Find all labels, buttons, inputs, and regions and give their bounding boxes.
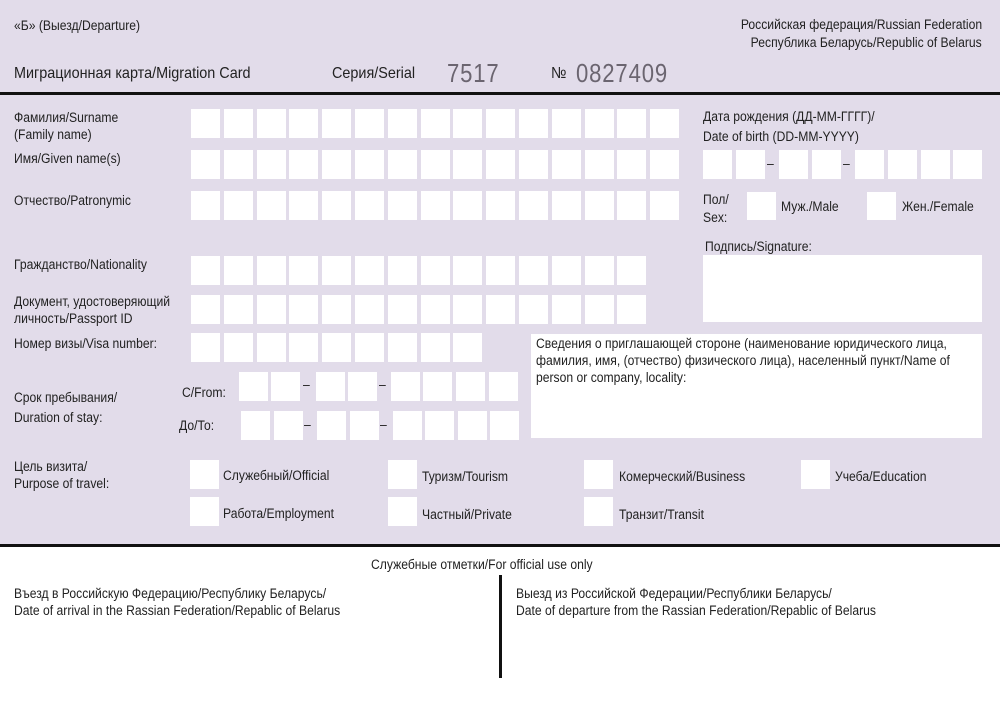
- surname-box-12[interactable]: [552, 109, 581, 138]
- visa-box-2[interactable]: [224, 333, 253, 362]
- serial-label: Серия/Serial: [332, 65, 416, 82]
- passport-box-13[interactable]: [585, 295, 614, 324]
- stay-label-1: Срок пребывания/: [14, 390, 118, 405]
- male-label: Муж./Male: [781, 199, 839, 214]
- departure-label: «Б» (Выезд/Departure): [14, 18, 141, 33]
- given-name-box-14[interactable]: [617, 150, 646, 179]
- employment-checkbox[interactable]: [190, 497, 219, 526]
- patronymic-box-3[interactable]: [257, 191, 286, 220]
- departure-label-2: Date of departure from the Rassian Federation/Repablic of Belarus: [516, 603, 876, 618]
- official-checkbox[interactable]: [190, 460, 219, 489]
- passport-box-8[interactable]: [421, 295, 450, 324]
- female-checkbox[interactable]: [867, 192, 896, 220]
- patronymic-box-10[interactable]: [486, 191, 515, 220]
- from-label: С/From:: [182, 385, 226, 400]
- from-date-box-3[interactable]: [316, 372, 345, 401]
- dob-box-1[interactable]: [703, 150, 732, 179]
- given-name-label: Имя/Given name(s): [14, 151, 121, 166]
- passport-box-7[interactable]: [388, 295, 417, 324]
- passport-box-10[interactable]: [486, 295, 515, 324]
- female-label: Жен./Female: [902, 199, 974, 214]
- dob-box-7[interactable]: [921, 150, 950, 179]
- surname-box-13[interactable]: [585, 109, 614, 138]
- patronymic-box-8[interactable]: [421, 191, 450, 220]
- patronymic-box-5[interactable]: [322, 191, 351, 220]
- transit-checkbox[interactable]: [584, 497, 613, 526]
- given-name-box-1[interactable]: [191, 150, 220, 179]
- nationality-box-5[interactable]: [322, 256, 351, 285]
- surname-box-15[interactable]: [650, 109, 679, 138]
- visa-box-8[interactable]: [421, 333, 450, 362]
- given-name-box-6[interactable]: [355, 150, 384, 179]
- transit-label: Транзит/Transit: [619, 507, 704, 522]
- patronymic-box-6[interactable]: [355, 191, 384, 220]
- from-date-box-5[interactable]: [391, 372, 420, 401]
- patronymic-box-7[interactable]: [388, 191, 417, 220]
- from-date-box-1[interactable]: [239, 372, 268, 401]
- dob-box-8[interactable]: [953, 150, 982, 179]
- sex-label-2: Sex:: [703, 210, 728, 225]
- surname-box-3[interactable]: [257, 109, 286, 138]
- visa-box-1[interactable]: [191, 333, 220, 362]
- dob-box-3[interactable]: [779, 150, 808, 179]
- passport-box-5[interactable]: [322, 295, 351, 324]
- host-info-box[interactable]: [531, 334, 982, 438]
- nationality-box-2[interactable]: [224, 256, 253, 285]
- given-name-box-4[interactable]: [289, 150, 318, 179]
- official-label: Служебный/Official: [223, 468, 330, 483]
- to-dash-2: –: [380, 417, 387, 432]
- patronymic-box-12[interactable]: [552, 191, 581, 220]
- surname-box-2[interactable]: [224, 109, 253, 138]
- surname-label-1: Фамилия/Surname: [14, 110, 119, 125]
- dob-box-6[interactable]: [888, 150, 917, 179]
- dob-box-4[interactable]: [812, 150, 841, 179]
- patronymic-box-4[interactable]: [289, 191, 318, 220]
- host-info-label: Сведения о приглашающей стороне (наименование юридического лица, фамилия, имя, (отчество) физического лица), населенный пункт/Name of person or company, locality:: [536, 336, 950, 385]
- patronymic-box-13[interactable]: [585, 191, 614, 220]
- to-date-box-8[interactable]: [490, 411, 519, 440]
- official-column-divider: [499, 575, 502, 678]
- visa-box-7[interactable]: [388, 333, 417, 362]
- from-date-box-6[interactable]: [423, 372, 452, 401]
- passport-box-2[interactable]: [224, 295, 253, 324]
- visa-box-3[interactable]: [257, 333, 286, 362]
- dob-label-1: Дата рождения (ДД-ММ-ГГГГ)/: [703, 109, 875, 124]
- dob-box-2[interactable]: [736, 150, 765, 179]
- passport-box-12[interactable]: [552, 295, 581, 324]
- nationality-box-7[interactable]: [388, 256, 417, 285]
- given-name-box-7[interactable]: [388, 150, 417, 179]
- nationality-box-9[interactable]: [453, 256, 482, 285]
- to-date-box-4[interactable]: [350, 411, 379, 440]
- business-checkbox[interactable]: [584, 460, 613, 489]
- number-label: №: [551, 65, 567, 82]
- visa-box-5[interactable]: [322, 333, 351, 362]
- to-date-box-2[interactable]: [274, 411, 303, 440]
- surname-box-14[interactable]: [617, 109, 646, 138]
- given-name-box-10[interactable]: [486, 150, 515, 179]
- passport-label-1: Документ, удостоверяющий: [14, 294, 171, 309]
- visa-box-4[interactable]: [289, 333, 318, 362]
- education-checkbox[interactable]: [801, 460, 830, 489]
- country-line-1: Российская федерация/Russian Federation: [740, 17, 982, 32]
- patronymic-box-2[interactable]: [224, 191, 253, 220]
- from-date-box-2[interactable]: [271, 372, 300, 401]
- given-name-box-15[interactable]: [650, 150, 679, 179]
- surname-box-6[interactable]: [355, 109, 384, 138]
- country-line-2: Республика Беларусь/Republic of Belarus: [750, 35, 982, 50]
- to-date-box-3[interactable]: [317, 411, 346, 440]
- surname-box-11[interactable]: [519, 109, 548, 138]
- patronymic-box-15[interactable]: [650, 191, 679, 220]
- surname-box-5[interactable]: [322, 109, 351, 138]
- nationality-box-12[interactable]: [552, 256, 581, 285]
- from-date-box-7[interactable]: [456, 372, 485, 401]
- passport-box-3[interactable]: [257, 295, 286, 324]
- passport-box-14[interactable]: [617, 295, 646, 324]
- given-name-box-5[interactable]: [322, 150, 351, 179]
- stay-label-2: Duration of stay:: [14, 410, 103, 425]
- to-date-box-6[interactable]: [425, 411, 454, 440]
- arrival-label-2: Date of arrival in the Rassian Federation/Repablic of Belarus: [14, 603, 341, 618]
- given-name-box-3[interactable]: [257, 150, 286, 179]
- patronymic-box-14[interactable]: [617, 191, 646, 220]
- signature-label: Подпись/Signature:: [705, 239, 812, 254]
- visa-box-6[interactable]: [355, 333, 384, 362]
- purpose-label-2: Purpose of travel:: [14, 476, 110, 491]
- surname-box-10[interactable]: [486, 109, 515, 138]
- patronymic-label: Отчество/Patronymic: [14, 193, 131, 208]
- dob-dash-1: –: [767, 156, 774, 171]
- education-label: Учеба/Education: [835, 469, 927, 484]
- private-checkbox[interactable]: [388, 497, 417, 526]
- from-date-box-8[interactable]: [489, 372, 518, 401]
- surname-box-1[interactable]: [191, 109, 220, 138]
- arrival-label-1: Въезд в Российскую Федерацию/Республику Беларусь/: [14, 586, 327, 601]
- official-divider: [0, 544, 1000, 547]
- to-date-box-7[interactable]: [458, 411, 487, 440]
- passport-box-6[interactable]: [355, 295, 384, 324]
- patronymic-box-1[interactable]: [191, 191, 220, 220]
- header-divider: [0, 92, 1000, 95]
- dob-label-2: Date of birth (DD-MM-YYYY): [703, 129, 859, 144]
- dob-box-5[interactable]: [855, 150, 884, 179]
- passport-box-11[interactable]: [519, 295, 548, 324]
- male-checkbox[interactable]: [747, 192, 776, 220]
- number-value: 0827409: [576, 58, 668, 88]
- visa-box-9[interactable]: [453, 333, 482, 362]
- nationality-label: Гражданство/Nationality: [14, 257, 147, 272]
- employment-label: Работа/Employment: [223, 506, 334, 521]
- private-label: Частный/Private: [422, 507, 512, 522]
- official-use-title: Служебные отметки/For official use only: [371, 557, 593, 572]
- to-dash-1: –: [304, 417, 311, 432]
- nationality-box-13[interactable]: [585, 256, 614, 285]
- nationality-box-4[interactable]: [289, 256, 318, 285]
- given-name-box-8[interactable]: [421, 150, 450, 179]
- to-label: До/То:: [179, 418, 215, 433]
- nationality-box-3[interactable]: [257, 256, 286, 285]
- from-dash-2: –: [379, 377, 386, 392]
- to-date-box-1[interactable]: [241, 411, 270, 440]
- from-date-box-4[interactable]: [348, 372, 377, 401]
- sex-label-1: Пол/: [703, 192, 729, 207]
- given-name-box-13[interactable]: [585, 150, 614, 179]
- departure-label-1: Выезд из Российской Федерации/Республики Беларусь/: [516, 586, 832, 601]
- visa-label: Номер визы/Visa number:: [14, 336, 158, 351]
- patronymic-box-11[interactable]: [519, 191, 548, 220]
- surname-box-4[interactable]: [289, 109, 318, 138]
- from-dash-1: –: [303, 377, 310, 392]
- purpose-label-1: Цель визита/: [14, 459, 88, 474]
- nationality-box-8[interactable]: [421, 256, 450, 285]
- nationality-box-14[interactable]: [617, 256, 646, 285]
- given-name-box-9[interactable]: [453, 150, 482, 179]
- card-title: Миграционная карта/Migration Card: [14, 65, 251, 82]
- surname-box-7[interactable]: [388, 109, 417, 138]
- dob-dash-2: –: [843, 156, 850, 171]
- nationality-box-11[interactable]: [519, 256, 548, 285]
- nationality-box-10[interactable]: [486, 256, 515, 285]
- business-label: Комерческий/Business: [619, 469, 746, 484]
- passport-box-9[interactable]: [453, 295, 482, 324]
- passport-box-1[interactable]: [191, 295, 220, 324]
- surname-box-9[interactable]: [453, 109, 482, 138]
- surname-label-2: (Family name): [14, 127, 92, 142]
- given-name-box-2[interactable]: [224, 150, 253, 179]
- patronymic-box-9[interactable]: [453, 191, 482, 220]
- given-name-box-11[interactable]: [519, 150, 548, 179]
- tourism-label: Туризм/Tourism: [422, 469, 509, 484]
- to-date-box-5[interactable]: [393, 411, 422, 440]
- surname-box-8[interactable]: [421, 109, 450, 138]
- passport-label-2: личность/Passport ID: [14, 311, 133, 326]
- signature-box[interactable]: [703, 255, 982, 322]
- nationality-box-6[interactable]: [355, 256, 384, 285]
- tourism-checkbox[interactable]: [388, 460, 417, 489]
- serial-value: 7517: [447, 58, 500, 88]
- passport-box-4[interactable]: [289, 295, 318, 324]
- nationality-box-1[interactable]: [191, 256, 220, 285]
- given-name-box-12[interactable]: [552, 150, 581, 179]
